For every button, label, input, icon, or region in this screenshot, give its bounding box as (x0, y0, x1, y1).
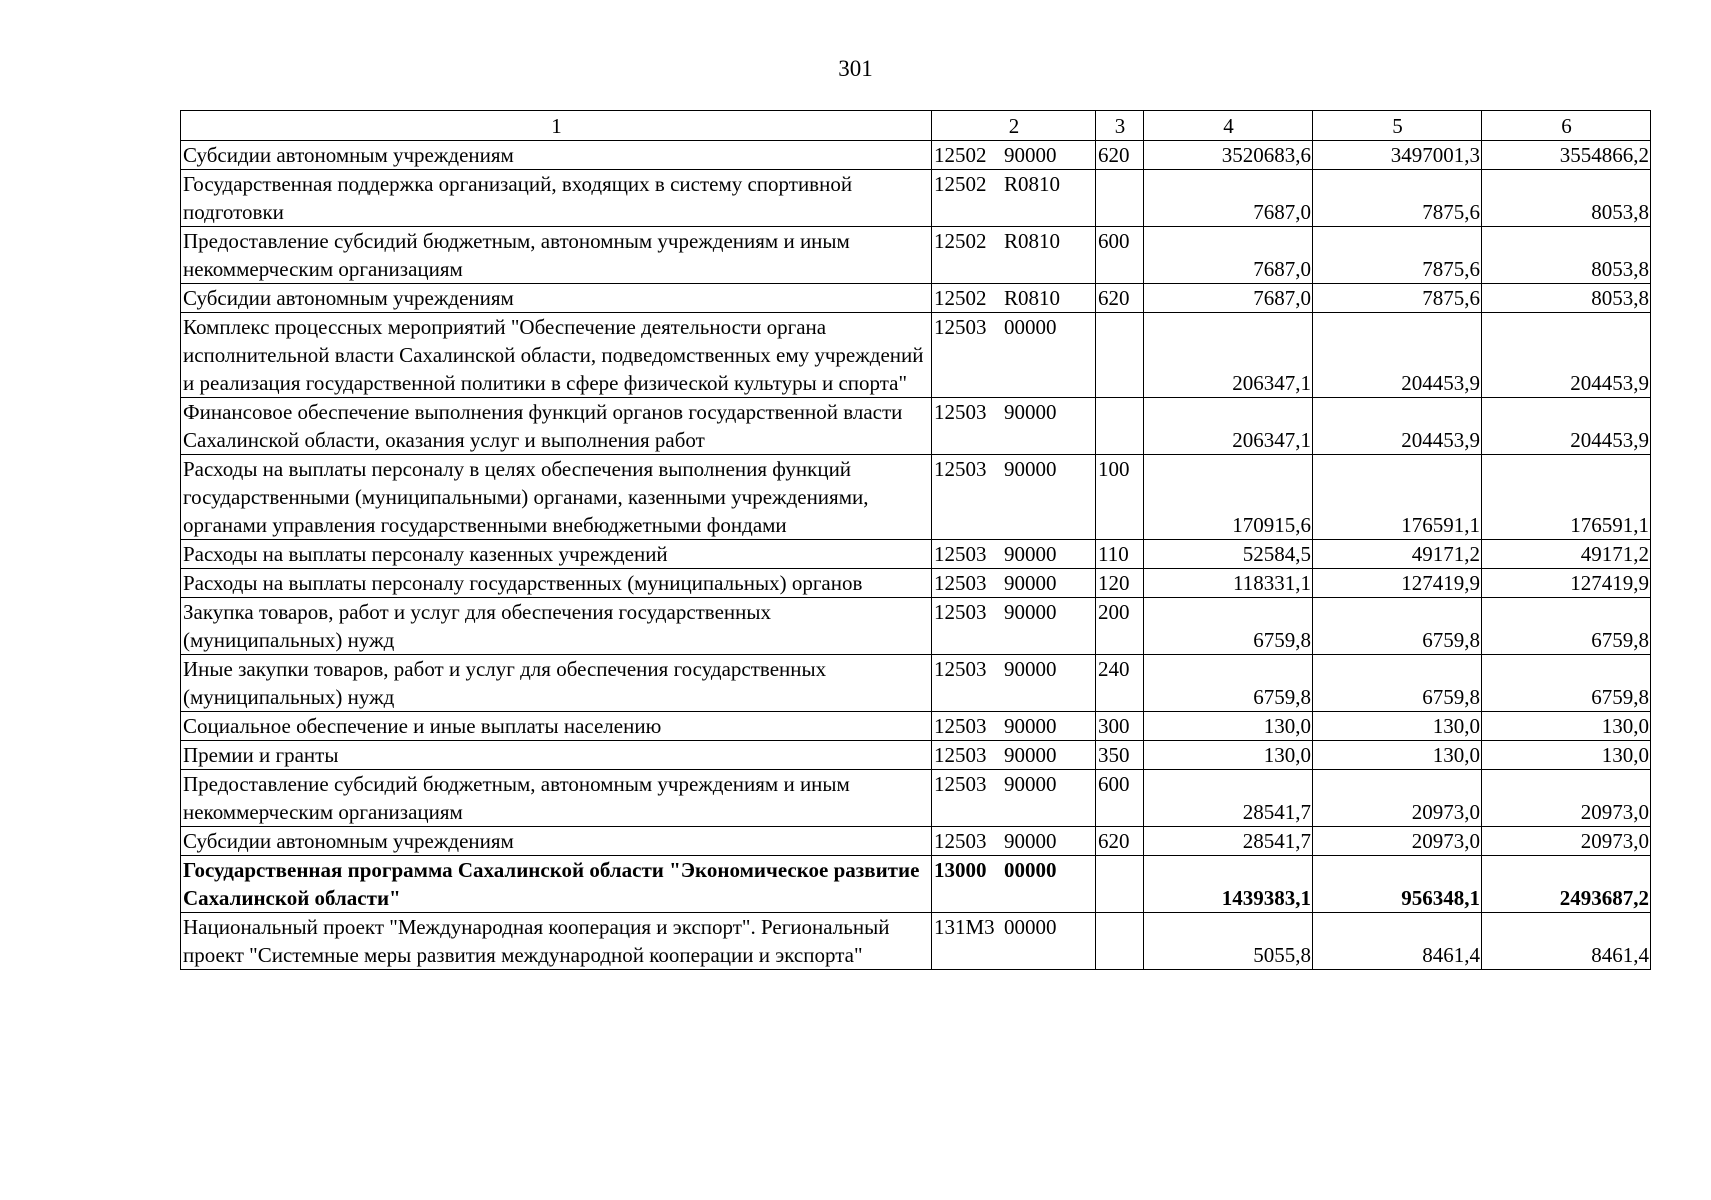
row-name: Предоставление субсидий бюджетным, автономным учреждениям и иным некоммерческим организациям (181, 770, 932, 827)
target-article-code (932, 170, 1096, 227)
program-code: 12503 (934, 457, 987, 481)
table-row (181, 827, 1651, 856)
row-name: Социальное обеспечение и иные выплаты населению (181, 712, 932, 741)
row-name: Национальный проект "Международная кооперация и экспорт". Региональный проект "Системные меры развития международной кооперации и экспорта" (181, 913, 932, 970)
program-code: 12503 (934, 542, 987, 566)
expense-type-code: 620 (1096, 827, 1144, 856)
amount-col-4: 7687,0 (1144, 170, 1313, 227)
expense-type-code: 300 (1096, 712, 1144, 741)
row-name: Субсидии автономным учреждениям (181, 827, 932, 856)
amount-col-6: 130,0 (1482, 741, 1651, 770)
expense-type-code: 110 (1096, 540, 1144, 569)
amount-col-5: 6759,8 (1313, 655, 1482, 712)
page-number: 301 (838, 56, 873, 81)
target-article-code (932, 741, 1096, 770)
table-row (181, 655, 1651, 712)
direction-code: 00000 (1004, 915, 1057, 939)
target-article-code (932, 540, 1096, 569)
direction-code: 90000 (1004, 457, 1057, 481)
table-row (181, 284, 1651, 313)
expense-type-code (1096, 170, 1144, 227)
program-code: 12502 (934, 143, 987, 167)
target-article-code (932, 913, 1096, 970)
row-name: Комплекс процессных мероприятий "Обеспечение деятельности органа исполнительной власти Сахалинской области, подведомственных ему учреждений и реализация государственной политики в сфере физической культуры и спорта" (181, 313, 932, 398)
table-row (181, 856, 1651, 913)
col-header-5: 5 (1313, 111, 1482, 141)
program-code: 12503 (934, 571, 987, 595)
target-article-code (932, 598, 1096, 655)
col-header-1: 1 (181, 111, 932, 141)
program-code: 12503 (934, 400, 987, 424)
table-row (181, 540, 1651, 569)
target-article-code (932, 455, 1096, 540)
program-code: 12503 (934, 714, 987, 738)
amount-col-4: 7687,0 (1144, 227, 1313, 284)
amount-col-5: 204453,9 (1313, 313, 1482, 398)
amount-col-4: 7687,0 (1144, 284, 1313, 313)
table-row (181, 170, 1651, 227)
amount-col-6: 8053,8 (1482, 227, 1651, 284)
row-name: Субсидии автономным учреждениям (181, 284, 932, 313)
amount-col-5: 130,0 (1313, 741, 1482, 770)
target-article-code (932, 770, 1096, 827)
amount-col-4: 130,0 (1144, 741, 1313, 770)
amount-col-5: 7875,6 (1313, 170, 1482, 227)
program-code: 131М3 (934, 915, 995, 939)
amount-col-4: 206347,1 (1144, 313, 1313, 398)
expense-type-code: 100 (1096, 455, 1144, 540)
amount-col-4: 6759,8 (1144, 655, 1313, 712)
row-name: Расходы на выплаты персоналу казенных учреждений (181, 540, 932, 569)
table-row (181, 712, 1651, 741)
table-row (181, 741, 1651, 770)
table-row (181, 770, 1651, 827)
expense-type-code: 600 (1096, 770, 1144, 827)
program-code: 12503 (934, 657, 987, 681)
expense-type-code (1096, 313, 1144, 398)
amount-col-4: 3520683,6 (1144, 141, 1313, 170)
amount-col-6: 204453,9 (1482, 313, 1651, 398)
direction-code: 90000 (1004, 772, 1057, 796)
direction-code: R0810 (1004, 229, 1061, 253)
expense-type-code: 620 (1096, 284, 1144, 313)
amount-col-4: 5055,8 (1144, 913, 1313, 970)
program-code: 12502 (934, 172, 987, 196)
col-header-3: 3 (1096, 111, 1144, 141)
table-row (181, 598, 1651, 655)
expense-type-code: 620 (1096, 141, 1144, 170)
row-name: Расходы на выплаты персоналу в целях обеспечения выполнения функций государственными (муниципальными) органами, казенными учреждениями, органами управления государственными внебюджетными фондами (181, 455, 932, 540)
program-code: 12502 (934, 229, 987, 253)
col-header-2: 2 (932, 111, 1096, 141)
row-name: Финансовое обеспечение выполнения функций органов государственной власти Сахалинской области, оказания услуг и выполнения работ (181, 398, 932, 455)
expense-type-code: 600 (1096, 227, 1144, 284)
program-code: 12503 (934, 600, 987, 624)
amount-col-5: 6759,8 (1313, 598, 1482, 655)
direction-code: R0810 (1004, 286, 1061, 310)
amount-col-5: 8461,4 (1313, 913, 1482, 970)
direction-code: R0810 (1004, 172, 1061, 196)
target-article-code (932, 284, 1096, 313)
direction-code: 90000 (1004, 743, 1057, 767)
amount-col-6: 20973,0 (1482, 770, 1651, 827)
row-name: Государственная программа Сахалинской области "Экономическое развитие Сахалинской области" (181, 856, 932, 913)
amount-col-6: 2493687,2 (1482, 856, 1651, 913)
target-article-code (932, 712, 1096, 741)
table-row (181, 913, 1651, 970)
amount-col-5: 130,0 (1313, 712, 1482, 741)
amount-col-4: 118331,1 (1144, 569, 1313, 598)
amount-col-4: 28541,7 (1144, 827, 1313, 856)
amount-col-5: 3497001,3 (1313, 141, 1482, 170)
col-header-6: 6 (1482, 111, 1651, 141)
target-article-code (932, 655, 1096, 712)
amount-col-6: 20973,0 (1482, 827, 1651, 856)
row-name: Расходы на выплаты персоналу государственных (муниципальных) органов (181, 569, 932, 598)
amount-col-6: 130,0 (1482, 712, 1651, 741)
amount-col-6: 49171,2 (1482, 540, 1651, 569)
target-article-code (932, 398, 1096, 455)
direction-code: 90000 (1004, 143, 1057, 167)
col-header-4: 4 (1144, 111, 1313, 141)
target-article-code (932, 856, 1096, 913)
target-article-code (932, 313, 1096, 398)
amount-col-6: 8053,8 (1482, 170, 1651, 227)
table-row (181, 227, 1651, 284)
expense-type-code (1096, 398, 1144, 455)
amount-col-6: 6759,8 (1482, 655, 1651, 712)
header-row (181, 111, 1651, 141)
amount-col-4: 206347,1 (1144, 398, 1313, 455)
table-row (181, 569, 1651, 598)
amount-col-6: 3554866,2 (1482, 141, 1651, 170)
table-row (181, 398, 1651, 455)
amount-col-5: 49171,2 (1313, 540, 1482, 569)
amount-col-5: 20973,0 (1313, 770, 1482, 827)
program-code: 12503 (934, 315, 987, 339)
amount-col-4: 28541,7 (1144, 770, 1313, 827)
amount-col-5: 7875,6 (1313, 227, 1482, 284)
table-row (181, 313, 1651, 398)
amount-col-5: 7875,6 (1313, 284, 1482, 313)
amount-col-6: 8461,4 (1482, 913, 1651, 970)
amount-col-4: 1439383,1 (1144, 856, 1313, 913)
row-name: Иные закупки товаров, работ и услуг для обеспечения государственных (муниципальных) нужд (181, 655, 932, 712)
amount-col-5: 127419,9 (1313, 569, 1482, 598)
target-article-code (932, 827, 1096, 856)
table-body (181, 141, 1651, 970)
direction-code: 00000 (1004, 858, 1057, 882)
row-name: Субсидии автономным учреждениям (181, 141, 932, 170)
amount-col-6: 127419,9 (1482, 569, 1651, 598)
row-name: Премии и гранты (181, 741, 932, 770)
amount-col-4: 52584,5 (1144, 540, 1313, 569)
direction-code: 90000 (1004, 400, 1057, 424)
amount-col-5: 20973,0 (1313, 827, 1482, 856)
expense-type-code (1096, 856, 1144, 913)
table-row (181, 141, 1651, 170)
program-code: 12503 (934, 743, 987, 767)
direction-code: 90000 (1004, 829, 1057, 853)
direction-code: 90000 (1004, 600, 1057, 624)
direction-code: 90000 (1004, 657, 1057, 681)
target-article-code (932, 227, 1096, 284)
direction-code: 90000 (1004, 714, 1057, 738)
table-row (181, 455, 1651, 540)
amount-col-5: 204453,9 (1313, 398, 1482, 455)
expense-type-code: 240 (1096, 655, 1144, 712)
program-code: 13000 (934, 858, 987, 882)
amount-col-6: 6759,8 (1482, 598, 1651, 655)
direction-code: 90000 (1004, 542, 1057, 566)
program-code: 12503 (934, 772, 987, 796)
program-code: 12502 (934, 286, 987, 310)
expense-type-code: 350 (1096, 741, 1144, 770)
direction-code: 90000 (1004, 571, 1057, 595)
amount-col-5: 176591,1 (1313, 455, 1482, 540)
expense-type-code: 200 (1096, 598, 1144, 655)
row-name: Государственная поддержка организаций, входящих в систему спортивной подготовки (181, 170, 932, 227)
amount-col-6: 204453,9 (1482, 398, 1651, 455)
target-article-code (932, 569, 1096, 598)
program-code: 12503 (934, 829, 987, 853)
amount-col-5: 956348,1 (1313, 856, 1482, 913)
amount-col-4: 130,0 (1144, 712, 1313, 741)
direction-code: 00000 (1004, 315, 1057, 339)
amount-col-6: 176591,1 (1482, 455, 1651, 540)
row-name: Предоставление субсидий бюджетным, автономным учреждениям и иным некоммерческим организациям (181, 227, 932, 284)
budget-table (180, 110, 1651, 970)
expense-type-code (1096, 913, 1144, 970)
target-article-code (932, 141, 1096, 170)
expense-type-code: 120 (1096, 569, 1144, 598)
row-name: Закупка товаров, работ и услуг для обеспечения государственных (муниципальных) нужд (181, 598, 932, 655)
amount-col-6: 8053,8 (1482, 284, 1651, 313)
amount-col-4: 170915,6 (1144, 455, 1313, 540)
amount-col-4: 6759,8 (1144, 598, 1313, 655)
